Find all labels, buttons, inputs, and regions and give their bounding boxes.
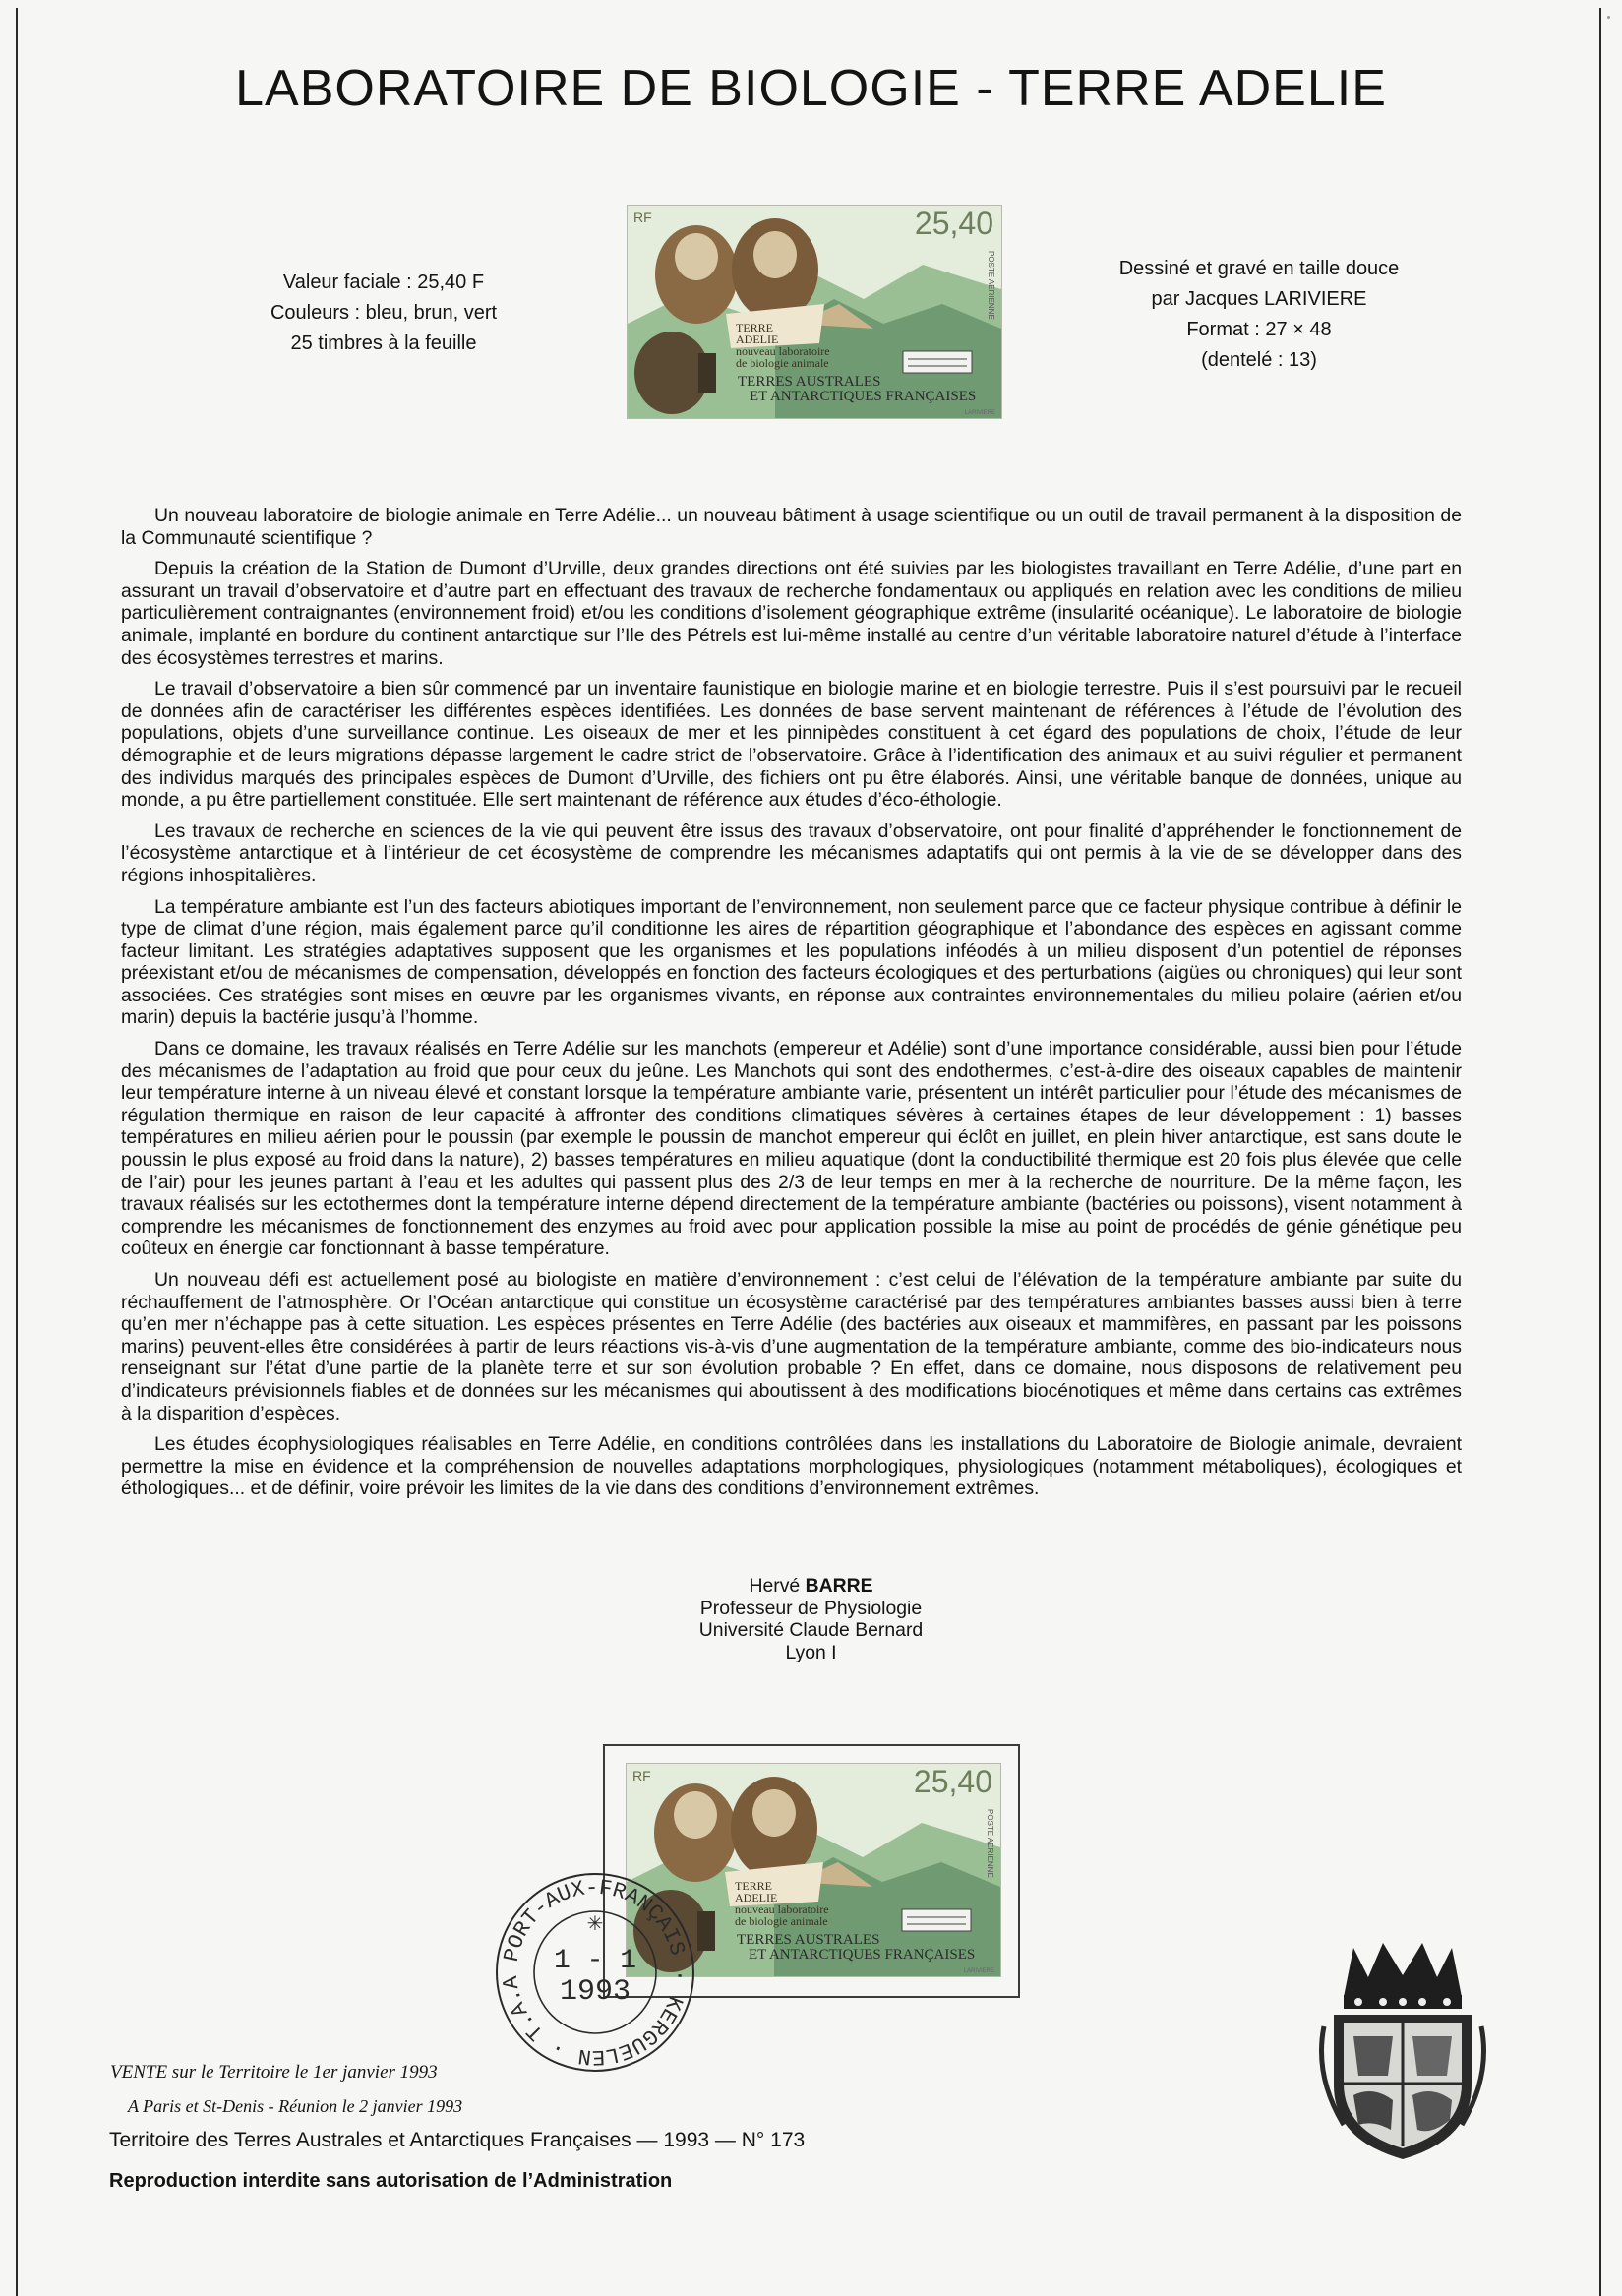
postmark-year: 1993 <box>559 1975 631 2009</box>
postmark-day: 1 - 1 <box>553 1946 636 1976</box>
postmark-ring-text: PORT-AUX-FRANÇAIS · KERGUELEN · T.A.A <box>498 1875 692 2070</box>
stamp-territory-line: TERRES AUSTRALES <box>738 374 881 390</box>
colors-line: Couleurs : bleu, brun, vert <box>270 302 498 324</box>
article-paragraph: Dans ce domaine, les travaux réalisés en Terre Adélie sur les manchots (empereur et Adélie) sont d’une importance considérable, aussi bien pour l’étude des mécanismes de l’adaptation au froid que pour ceux du jeûne. Les Manchots qui sont des endothermes, c’est-à-dire des oiseaux capables de maintenir leur température interne à un niveau élevé et constant lorsque la température ambiante varie, présentent un intérêt particulier pour l’étude des mécanismes de régulation thermique en raison de leur capacité à affronter des conditions climatiques sévères à certaines étapes de leur développement : 1) basses températures en milieu aérien pour le poussin (par exemple le poussin de manchot empereur qui éclôt en juillet, en plein hiver antarctique, est sans doute le poussin le plus exposé au froid dans la nature), 2) basses températures en milieu aquatique (dont la conductibilité thermique est 20 fois plus élevée que celle de l’air) pour les jeunes partant à l’eau et les adultes qui passent plus des 2/3 de leur temps en mer à la recherche de nourriture. De la même façon, les travaux réalisés sur les ectothermes dont la température interne dépend directement de la température ambiante (bactéries ou poissons), visent notamment à comprendre les mécanismes de fonctionnement des enzymes au froid avec pour application possible la mise au point de procédés de génie génétique peu coûteux en énergie car fonctionnant à basse température. <box>121 1038 1462 1260</box>
article-paragraph: Depuis la création de la Station de Dumont d’Urville, deux grandes directions ont été suivies par les biologistes travaillant en Terre Adélie, d’une part en assurant un travail d’observatoire et d’autre part en effectuant des travaux de recherche fondamentaux ou appliqués en relation avec les conditions de milieu particulièrement contraignantes (environnement froid) et/ou les conditions d’isolement géographique extrême (insularité océanique). Le laboratoire de biologie animale, implanté en bordure du continent antarctique sur l’Ile des Pétrels est lui-même installé au centre d’un véritable laboratoire naturel d’étude à l’interface des écosystèmes terrestres et marins. <box>121 558 1462 669</box>
article-paragraph: Les travaux de recherche en sciences de la vie qui peuvent être issus des travaux d’observatoire, ont pour finalité d’appréhender le fonctionnement de l’écosystème antarctique et à l’intérieur de cet écosystème de comprendre les mécanismes adaptatifs qui ont permis à la vie de se développer dans des régions inhospitalières. <box>121 819 1462 886</box>
stamp-caption-line: TERRE <box>735 1879 772 1893</box>
stamp-country: RF <box>632 1768 651 1783</box>
postmark <box>492 1869 698 2076</box>
article-paragraph: Les études écophysiologiques réalisables en Terre Adélie, en conditions contrôlées dans les installations du Laboratoire de Biologie animale, devraient permettre la mise en évidence et la compréhension de nouvelles adaptations morphologiques, physiologiques (notamment métaboliques), écologiques et éthologiques... et de définir, voire prévoir les limites de la vie dans des conditions d’environnement extrêmes. <box>121 1433 1462 1500</box>
svg-text:✳: ✳ <box>586 1911 604 1935</box>
stamp-specs-right <box>1072 254 1446 376</box>
author-signature <box>0 1575 1622 1663</box>
issue-reference: Territoire des Terres Australes et Antarctiques Françaises — 1993 — N° 173 <box>109 2129 806 2151</box>
stamp-illustration-top <box>627 205 1002 419</box>
author-title: Professeur de Physiologie <box>699 1597 923 1619</box>
corner-mark <box>1607 16 1610 19</box>
stamp-territory-line: ET ANTARCTIQUES FRANÇAISES <box>749 1947 976 1963</box>
stamp-caption-line: nouveau laboratoire <box>735 1903 829 1916</box>
stamp-value: 25,40 <box>914 206 993 241</box>
stamp-caption-line: nouveau laboratoire <box>736 344 830 358</box>
stamp-territory <box>737 1933 975 1963</box>
article-paragraph: Un nouveau laboratoire de biologie animale en Terre Adélie... un nouveau bâtiment à usage scientifique ou un outil de travail permanent à la disposition de la Communauté scientifique ? <box>121 505 1462 549</box>
stamp-value: 25,40 <box>913 1764 992 1799</box>
stamp-country: RF <box>633 210 652 225</box>
copyright-notice: Reproduction interdite sans autorisation de l’Administration <box>109 2170 673 2192</box>
coat-of-arms-drawing <box>1314 1938 1491 2164</box>
coat-of-arms-icon <box>1314 1938 1491 2164</box>
stamp-caption-line: ADELIE <box>736 332 779 346</box>
stamp-caption-line: de biologie animale <box>736 356 829 370</box>
stamp-vertical-label: POSTE AERIENNE <box>987 251 995 320</box>
stamp-territory-line: TERRES AUSTRALES <box>737 1932 880 1948</box>
stamp-caption-line: de biologie animale <box>735 1914 828 1928</box>
stamp-vertical-label: POSTE AERIENNE <box>986 1809 994 1878</box>
author-first-name: Hervé <box>749 1575 801 1597</box>
article-paragraph: Le travail d’observatoire a bien sûr commencé par un inventaire faunistique en biologie marine et en biologie terrestre. Puis il s’est poursuivi par le recueil de données afin de caractériser les différentes espèces identifiées. Les données de base servent maintenant de références à l’étude de l’évolution des populations, objets d’une surveillance continue. Les oiseaux de mer et les pinnipèdes constituent à cet égard des populations de choix, l’étude de leur démographie et de leurs migrations dépasse largement le cadre strict de l’observatoire. Grâce à l’identification des animaux et au suivi régulier et permanent des individus marqués des principales espèces de Dumont d’Urville, des fichiers ont pu être élaborés. Ainsi, une véritable banque de données, unique au monde, a pu être partiellement constituée. Elle sert maintenant de référence aux études d’éco-éthologie. <box>121 678 1462 812</box>
article-paragraph: La température ambiante est l’un des facteurs abiotiques important de l’environnement, non seulement parce que ce facteur physique contribue à définir le type de climat d’une région, mais également parce qu’il conditionne les aires de répartition géographique et l’abondance des espèces en agissant comme facteur limitant. Les stratégies adaptatives supposent que les organismes et les populations inféodés à un milieu disposent d’un potentiel de réponses préexistant et/ou de mécanismes de compensation, développés en fonction des facteurs écologiques et des perturbations (aigües ou chroniques) qui leur sont associées. Ces stratégies sont mises en œuvre par les organismes vivants, en réponse aux contraintes environnementales du milieu polaire (aérien et/ou marin) depuis la bactérie jusqu’à l’homme. <box>121 895 1462 1029</box>
page-title: LABORATOIRE DE BIOLOGIE - TERRE ADELIE <box>235 60 1387 117</box>
stamp-territory-line: ET ANTARCTIQUES FRANÇAISES <box>750 389 977 404</box>
stamp-specs-left <box>197 268 571 359</box>
article-body <box>121 505 1462 1509</box>
author-name <box>0 1575 1622 1598</box>
stamp-imprint: LARIVIERE <box>963 1968 994 1974</box>
designer-line: par Jacques LARIVIERE <box>1151 288 1367 310</box>
sale-location-note: A Paris et St-Denis - Réunion le 2 janvier 1993 <box>128 2096 463 2116</box>
sheet-count-line: 25 timbres à la feuille <box>290 332 477 354</box>
face-value-line: Valeur faciale : 25,40 F <box>282 272 485 293</box>
author-university: Université Claude Bernard <box>698 1619 924 1642</box>
stamp-caption <box>735 1880 829 1927</box>
perforation-line: (dentelé : 13) <box>1201 349 1317 371</box>
author-last-name: BARRE <box>805 1575 873 1597</box>
author-city: Lyon I <box>785 1641 837 1663</box>
engraving-line: Dessiné et gravé en taille douce <box>1118 258 1400 279</box>
stamp-caption-line: ADELIE <box>735 1891 778 1904</box>
stamp-caption-line: TERRE <box>736 321 773 334</box>
format-line: Format : 27 × 48 <box>1186 319 1332 340</box>
stamp-imprint: LARIVIERE <box>964 410 995 416</box>
sale-date-note: VENTE sur le Territoire le 1er janvier 1993 <box>110 2062 438 2083</box>
article-paragraph: Un nouveau défi est actuellement posé au biologiste en matière d’environnement : c’est celui de l’élévation de la température ambiante par suite du réchauffement de l’atmosphère. Or l’Océan antarctique qui constitue un écosystème caractérisé par des températures ambiantes basses aussi bien à terre qu’en mer n’échappe pas à cette situation. Les espèces présentes en Terre Adélie (des bactéries aux oiseaux et mammifères, en passant par les poissons marins) peuvent-elles être considérées à partir de leurs réactions vis-à-vis d’une augmentation de la température ambiante, comme des bio-indicateurs nous renseignant sur l’état d’une partie de la planète terre et sur son évolution probable ? En effet, dans ce domaine, nous disposons de relativement peu d’indicateurs prévisionnels fiables et de données sur les mécanismes qui aboutissent à des modifications biocénotiques et même dans certains cas extrêmes à la disparition d’espèces. <box>121 1269 1462 1424</box>
stamp-territory <box>738 375 976 404</box>
stamp-caption <box>736 322 830 369</box>
